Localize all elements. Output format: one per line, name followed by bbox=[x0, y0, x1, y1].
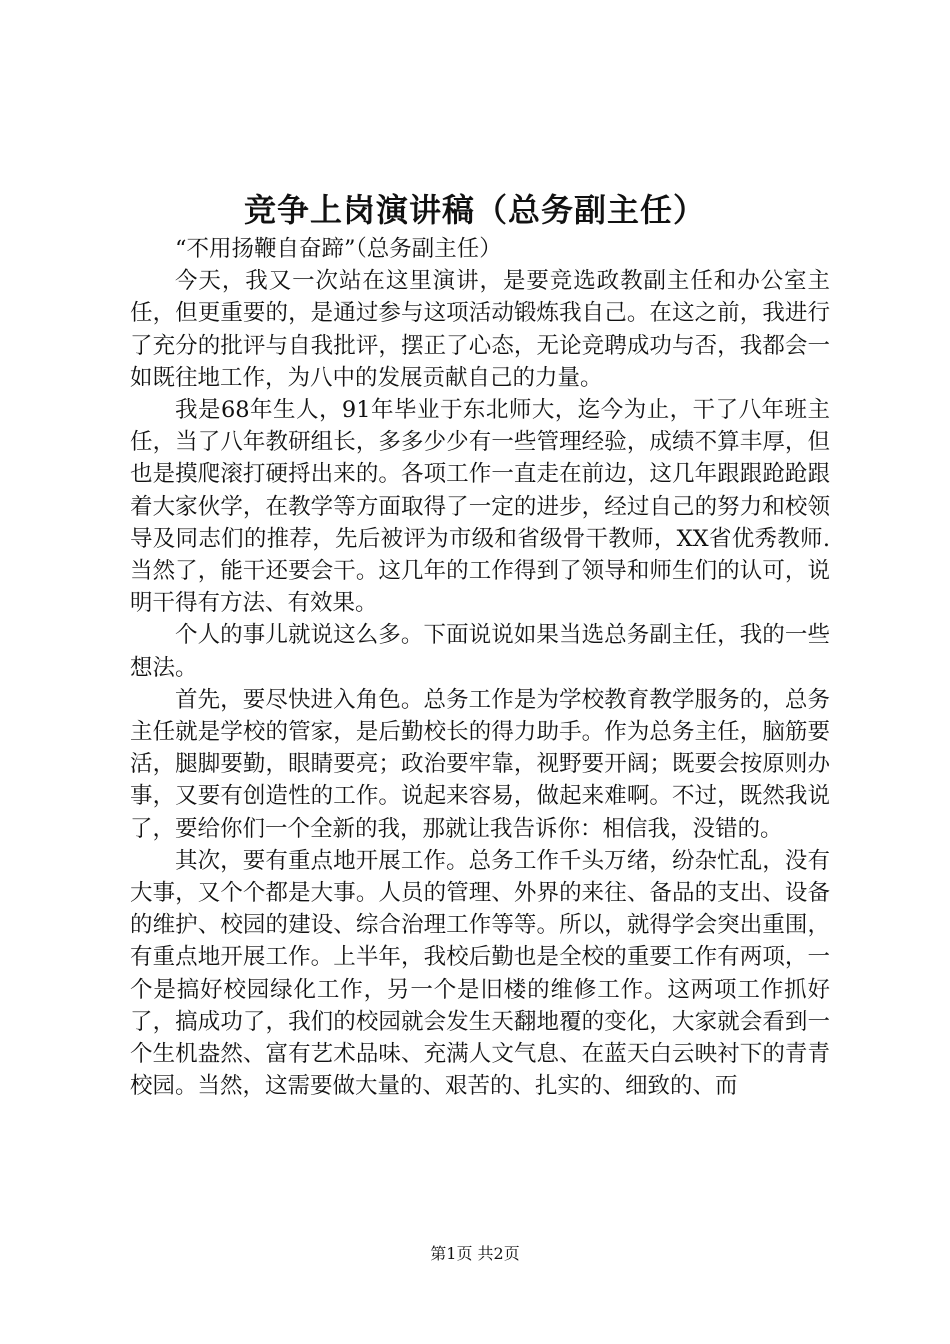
page-footer: 第1页 共2页 bbox=[430, 1244, 520, 1263]
document-body bbox=[130, 233, 830, 1102]
paragraph: 个人的事儿就说这么多。下面说说如果当选总务副主任，我的一些想法。 bbox=[130, 622, 830, 681]
document-title: 竞争上岗演讲稿（总务副主任） bbox=[243, 191, 706, 229]
paragraph: 今天，我又一次站在这里演讲，是要竞选政教副主任和办公室主任，但更重要的，是通过参与这项活动锻炼我自己。在这之前，我进行了充分的批评与自我批评，摆正了心态，无论竞聘成功与否，我都会一如既往地工作，为八中的发展贡献自己的力量。 bbox=[130, 268, 830, 391]
document-subtitle: “不用扬鞭自奋蹄”（总务副主任） bbox=[175, 236, 502, 262]
paragraph: 其次，要有重点地开展工作。总务工作千头万绪，纷杂忙乱，没有大事，又个个都是大事。人员的管理、外界的来往、备品的支出、设备的维护、校园的建设、综合治理工作等等。所以，就得学会突出重围，有重点地开展工作。上半年，我校后勤也是全校的重要工作有两项，一个是搞好校园绿化工作，另一个是旧楼的维修工作。这两项工作抓好了，搞成功了，我们的校园就会发生天翻地覆的变化，大家就会看到一个生机盎然、富有艺术品味、充满人文气息、在蓝天白云映衬下的青青校园。当然，这需要做大量的、艰苦的、扎实的、细致的、而 bbox=[130, 847, 830, 1100]
paragraph: 我是68年生人，91年毕业于东北师大，迄今为止，干了八年班主任，当了八年教研组长，多多少少有一些管理经验，成绩不算丰厚，但也是摸爬滚打硬捋出来的。各项工作一直走在前边，这几年跟跟跄跄跟着大家伙学，在教学等方面取得了一定的进步，经过自己的努力和校领导及同志们的推荐，先后被评为市级和省级骨干教师，XX省优秀教师.当然了，能干还要会干。这几年的工作得到了领导和师生们的认可，说明干得有方法、有效果。 bbox=[130, 397, 830, 617]
paragraph: 首先，要尽快进入角色。总务工作是为学校教育教学服务的，总务主任就是学校的管家，是后勤校长的得力助手。作为总务主任，脑筋要活，腿脚要勤，眼睛要亮；政治要牢靠，视野要开阔；既要会按原则办事，又要有创造性的工作。说起来容易，做起来难啊。不过，既然我说了，要给你们一个全新的我，那就让我告诉你：相信我，没错的。 bbox=[130, 686, 830, 842]
